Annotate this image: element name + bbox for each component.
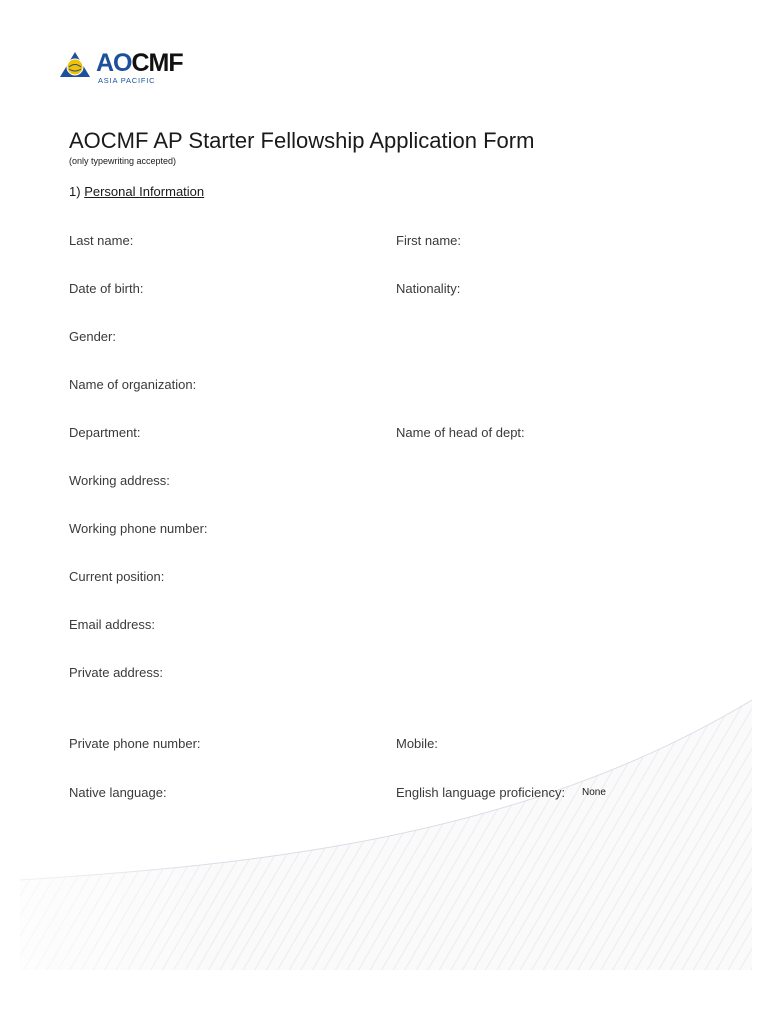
aocmf-emblem-icon (58, 50, 92, 80)
english-proficiency-label: English language proficiency: (396, 785, 566, 800)
native-language-label: Native language: (69, 785, 167, 800)
date-of-birth-label: Date of birth: (69, 281, 144, 296)
private-address-label: Private address: (69, 665, 163, 680)
decorative-wave-background (0, 690, 770, 990)
aocmf-logo (58, 50, 198, 90)
working-phone-label: Working phone number: (69, 521, 208, 536)
private-phone-label: Private phone number: (69, 736, 201, 751)
section-heading (69, 184, 204, 199)
first-name-label: First name: (396, 233, 462, 248)
organization-label: Name of organization: (69, 377, 197, 392)
mobile-label: Mobile: (396, 736, 438, 751)
gender-label: Gender: (69, 329, 116, 344)
email-label: Email address: (69, 617, 155, 632)
department-label: Department: (69, 425, 141, 440)
english-proficiency-value[interactable]: None (582, 787, 606, 798)
current-position-label: Current position: (69, 569, 165, 584)
logo-subtitle: ASIA PACIFIC (98, 76, 156, 85)
form-note: (only typewriting accepted) (69, 156, 177, 166)
section-title: Personal Information (84, 184, 205, 199)
nationality-label: Nationality: (396, 281, 461, 296)
head-of-dept-label: Name of head of dept: (396, 425, 525, 440)
form-title: AOCMF AP Starter Fellowship Application Form (69, 128, 535, 153)
section-number: 1) (69, 184, 81, 199)
logo-wordmark: AOCMF (96, 49, 183, 77)
last-name-label: Last name: (69, 233, 134, 248)
working-address-label: Working address: (69, 473, 170, 488)
